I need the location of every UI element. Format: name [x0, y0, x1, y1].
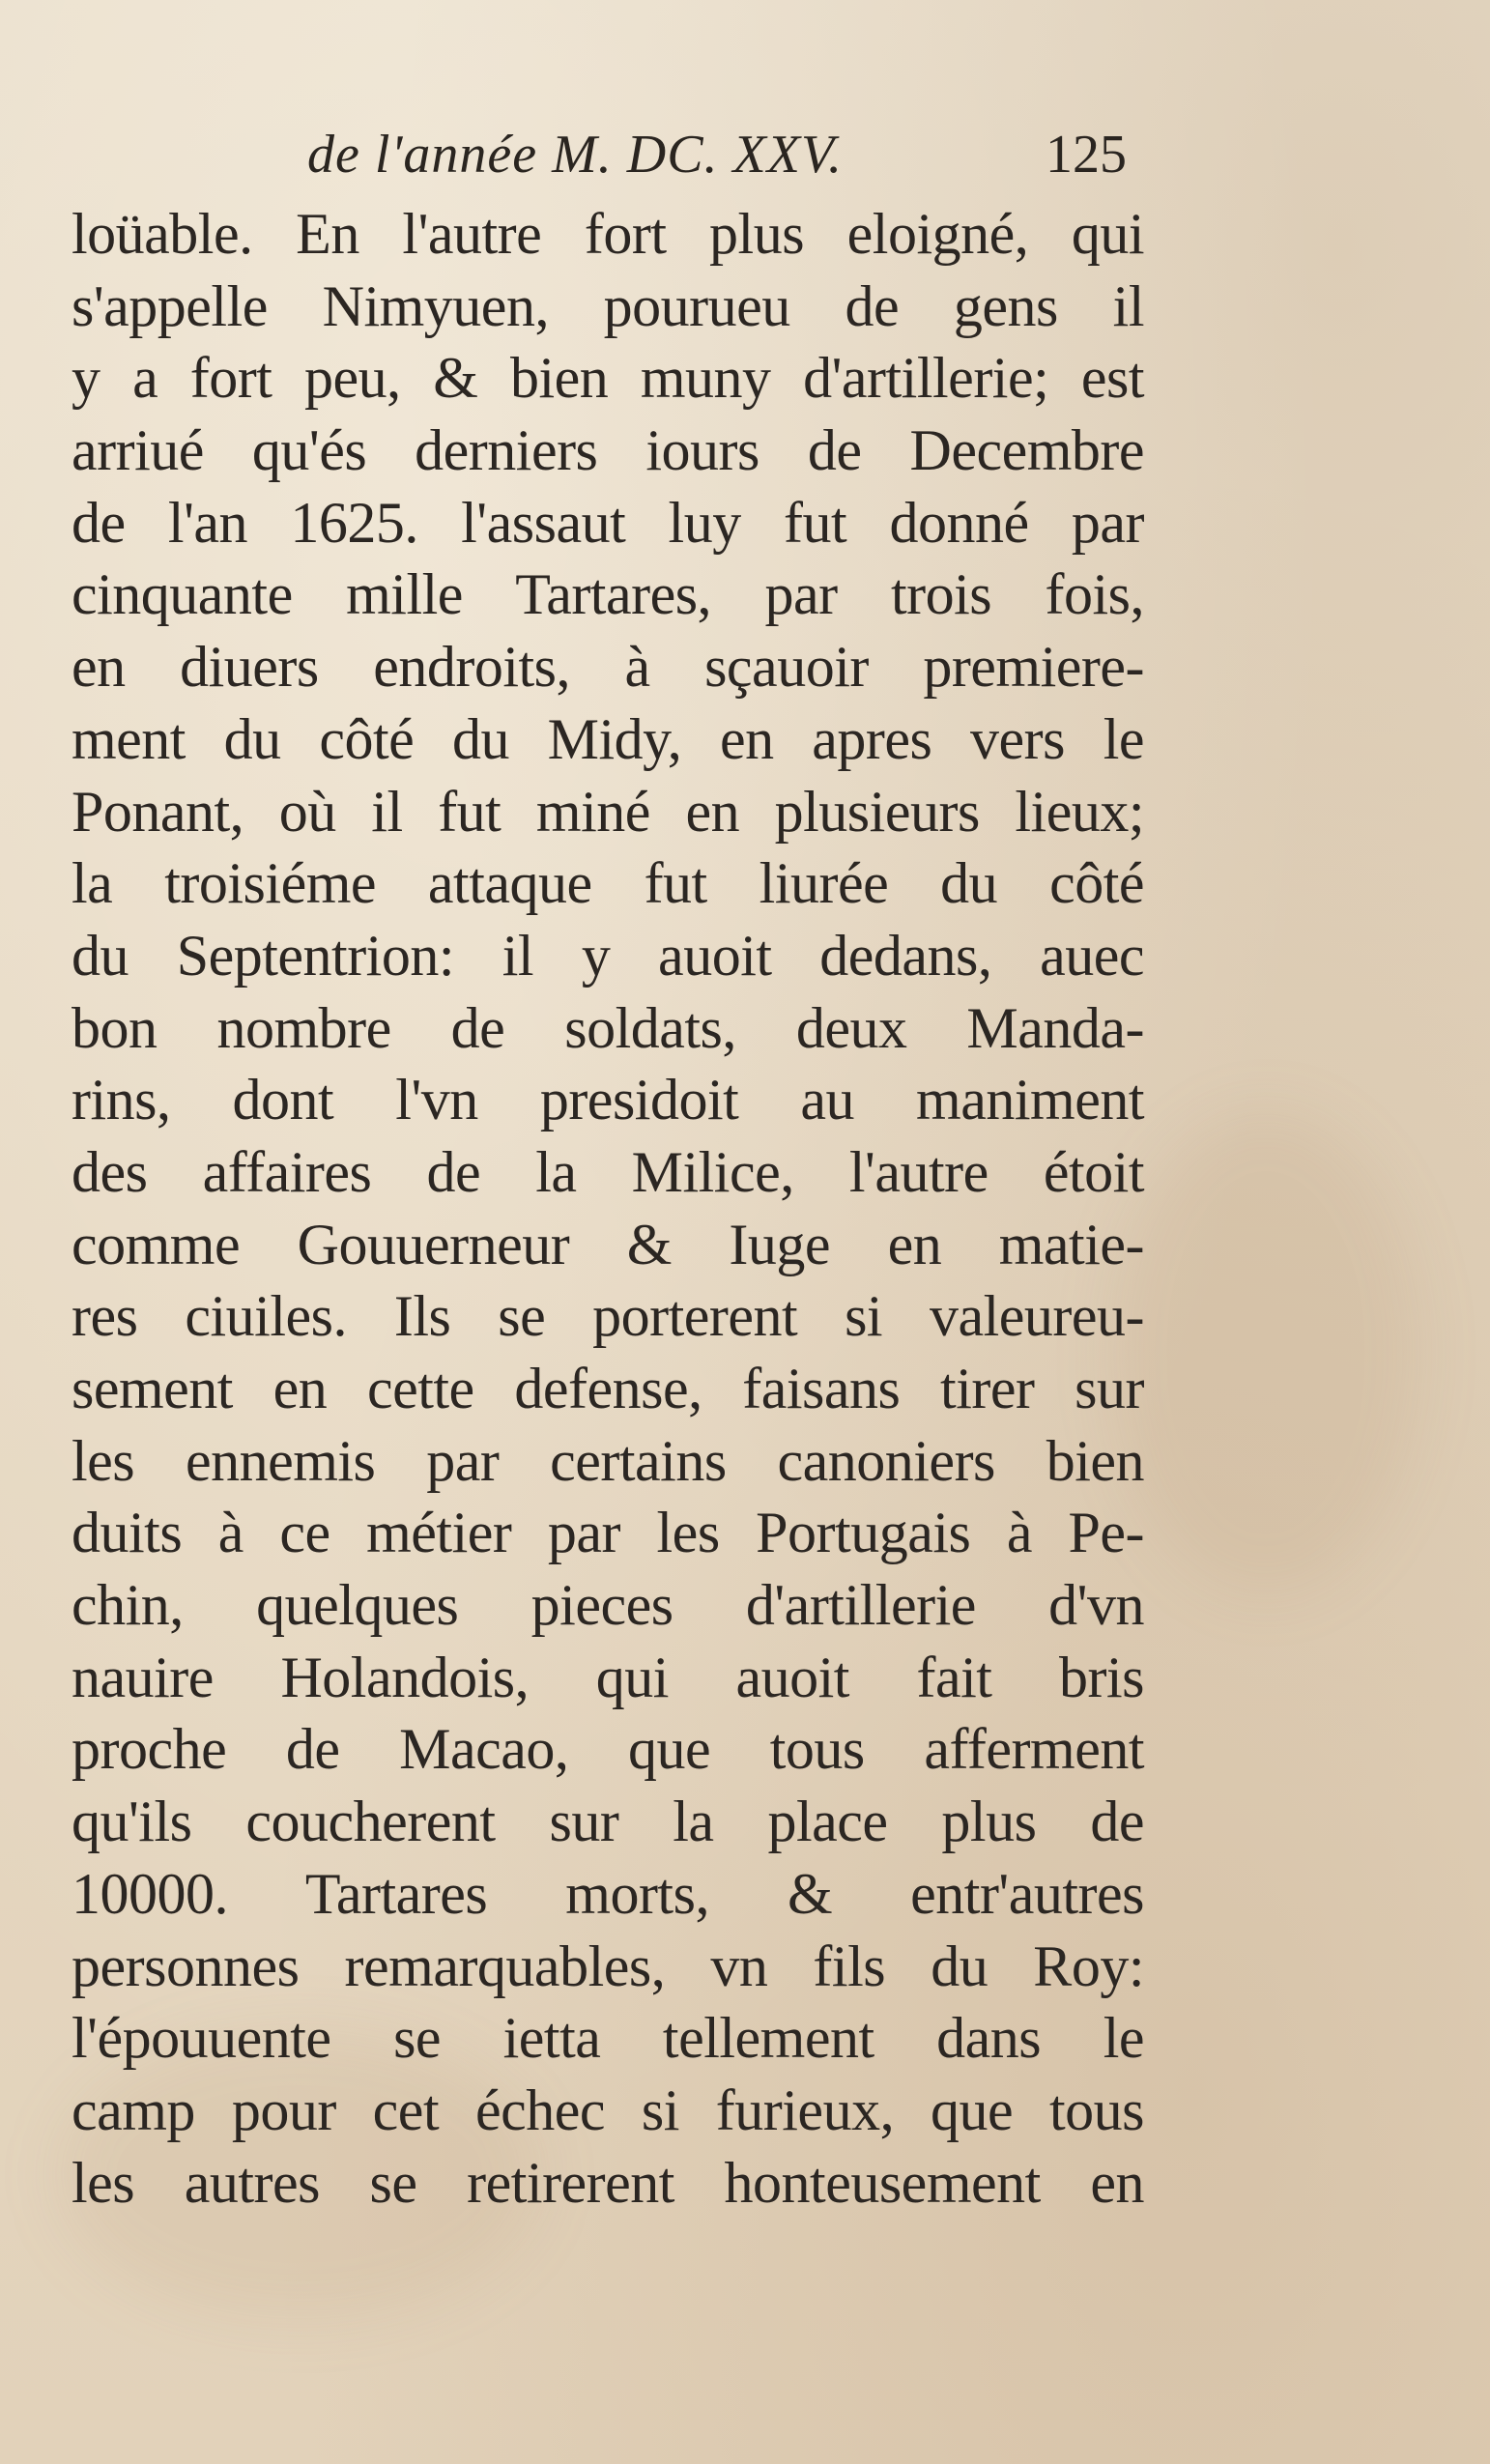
text-line: les ennemis par certains canoniers bien [72, 1428, 1144, 1493]
text-line: s'appelle Nimyuen, pourueu de gens il [72, 273, 1144, 338]
text-line: des affaires de la Milice, l'autre étoit [72, 1139, 1144, 1204]
text-line: les autres se retirerent honteusement en [72, 2150, 1144, 2215]
text-line: duits à ce métier par les Portugais à Pe- [72, 1501, 1144, 1565]
text-line: camp pour cet échec si furieux, que tous [72, 2077, 1144, 2142]
text-line: arriué qu'és derniers iours de Decembre [72, 418, 1144, 483]
text-line: de l'an 1625. l'assaut luy fut donné par [72, 490, 1144, 555]
text-line: qu'ils coucherent sur la place plus de [72, 1790, 1144, 1854]
text-line: comme Gouuerneur & Iuge en matie- [72, 1212, 1144, 1276]
text-line: y a fort peu, & bien muny d'artillerie; est [72, 346, 1144, 411]
text-line: rins, dont l'vn presidoit au maniment [72, 1068, 1144, 1132]
text-line: en diuers endroits, à sçauoir premiere- [72, 635, 1144, 700]
running-head-title: de l'année M. DC. XXV. [307, 125, 843, 185]
text-line: nauire Holandois, qui auoit fait bris [72, 1645, 1144, 1709]
running-head [0, 124, 1490, 191]
page-number: 125 [1046, 125, 1127, 185]
text-line: chin, quelques pieces d'artillerie d'vn [72, 1573, 1144, 1638]
text-line: 10000. Tartares morts, & entr'autres [72, 1861, 1144, 1926]
text-line: Ponant, où il fut miné en plusieurs lieux; [72, 779, 1144, 844]
text-line: loüable. En l'autre fort plus eloigné, qui [72, 202, 1144, 266]
text-line: res ciuiles. Ils se porterent si valeureu- [72, 1284, 1144, 1349]
text-line: personnes remarquables, vn fils du Roy: [72, 1934, 1144, 1998]
paper-stain [1111, 1111, 1420, 1594]
text-line: bon nombre de soldats, deux Manda- [72, 995, 1144, 1060]
text-line: cinquante mille Tartares, par trois fois, [72, 562, 1144, 627]
text-line: sement en cette defense, faisans tirer sur [72, 1357, 1144, 1420]
body-text [72, 198, 1144, 2219]
text-line: l'épouuente se ietta tellement dans le [72, 2006, 1144, 2071]
text-line: du Septentrion: il y auoit dedans, auec [72, 923, 1144, 988]
text-line: ment du côté du Midy, en apres vers le [72, 706, 1144, 771]
text-line: proche de Macao, que tous afferment [72, 1717, 1144, 1782]
text-line: la troisiéme attaque fut liurée du côté [72, 851, 1144, 916]
